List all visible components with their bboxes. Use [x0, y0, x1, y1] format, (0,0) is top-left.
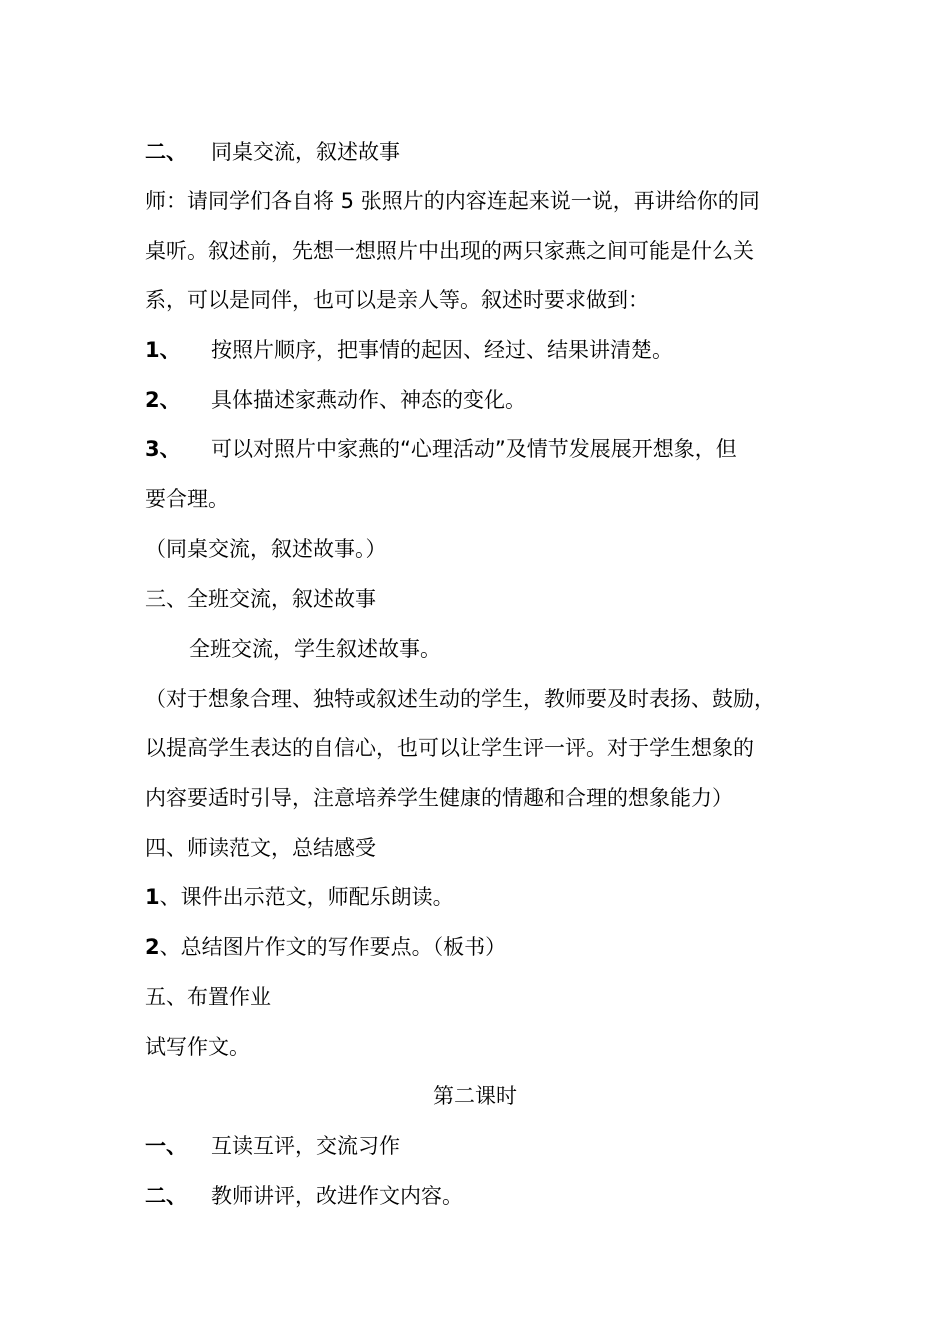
intro-line-3: 系，可以是同伴，也可以是亲人等。叙述时要求做到： [145, 288, 649, 312]
lesson-2-item-2-text: 教师讲评，改进作文内容。 [211, 1184, 463, 1208]
requirement-2-number: 2、 [145, 388, 181, 412]
intro-line-1: 师：请同学们各自将 5 张照片的内容连起来说一说，再讲给你的同 [145, 189, 760, 213]
lesson-2-item-1-number: 一、 [145, 1134, 187, 1158]
section-4-item-1 [145, 882, 825, 912]
lesson-2-item-1 [145, 1131, 825, 1161]
requirement-1-number: 1、 [145, 338, 181, 362]
section-4-item-2-number: 2 [145, 935, 160, 959]
section-3-note-line-3: 内容要适时引导，注意培养学生健康的情趣和合理的想象能力） [145, 786, 733, 810]
requirement-1-text: 按照片顺序，把事情的起因、经过、结果讲清楚。 [211, 338, 673, 362]
section-2-title: 同桌交流，叙述故事 [211, 140, 400, 164]
requirement-2-text: 具体描述家燕动作、神态的变化。 [211, 388, 526, 412]
note-pair-exchange: （同桌交流，叙述故事。） [145, 537, 387, 561]
requirement-3-continued: 要合理。 [145, 487, 229, 511]
section-3-heading: 三、全班交流，叙述故事 [145, 587, 376, 611]
section-2-heading [145, 137, 825, 167]
lesson-2-item-2-number: 二、 [145, 1184, 187, 1208]
section-3-note-line-1: （对于想象合理、独特或叙述生动的学生，教师要及时表扬、鼓励， [145, 687, 775, 711]
section-4-heading: 四、师读范文，总结感受 [145, 836, 376, 860]
section-4-item-1-number: 1 [145, 885, 160, 909]
section-4-item-2-text: 、总结图片作文的写作要点。（板书） [159, 935, 507, 959]
section-5-heading: 五、布置作业 [145, 985, 271, 1009]
section-5-body: 试写作文。 [145, 1035, 250, 1059]
requirement-2 [145, 385, 825, 415]
requirement-1 [145, 335, 825, 365]
intro-line-2: 桌听。叙述前，先想一想照片中出现的两只家燕之间可能是什么关 [145, 239, 754, 263]
requirement-3-number: 3、 [145, 437, 181, 461]
lesson-2-title: 第二课时 [433, 1084, 517, 1108]
lesson-2-item-1-text: 互读互评，交流习作 [211, 1134, 400, 1158]
requirement-3 [145, 434, 825, 464]
lesson-2-item-2 [145, 1181, 825, 1211]
requirement-3-text: 可以对照片中家燕的“心理活动”及情节发展展开想象，但 [211, 437, 737, 461]
section-4-item-2 [145, 932, 825, 962]
section-3-body: 全班交流，学生叙述故事。 [189, 637, 441, 661]
section-3-note-line-2: 以提高学生表达的自信心，也可以让学生评一评。对于学生想象的 [145, 736, 754, 760]
section-2-number: 二、 [145, 140, 187, 164]
section-4-item-1-text: 、课件出示范文，师配乐朗读。 [159, 885, 454, 909]
